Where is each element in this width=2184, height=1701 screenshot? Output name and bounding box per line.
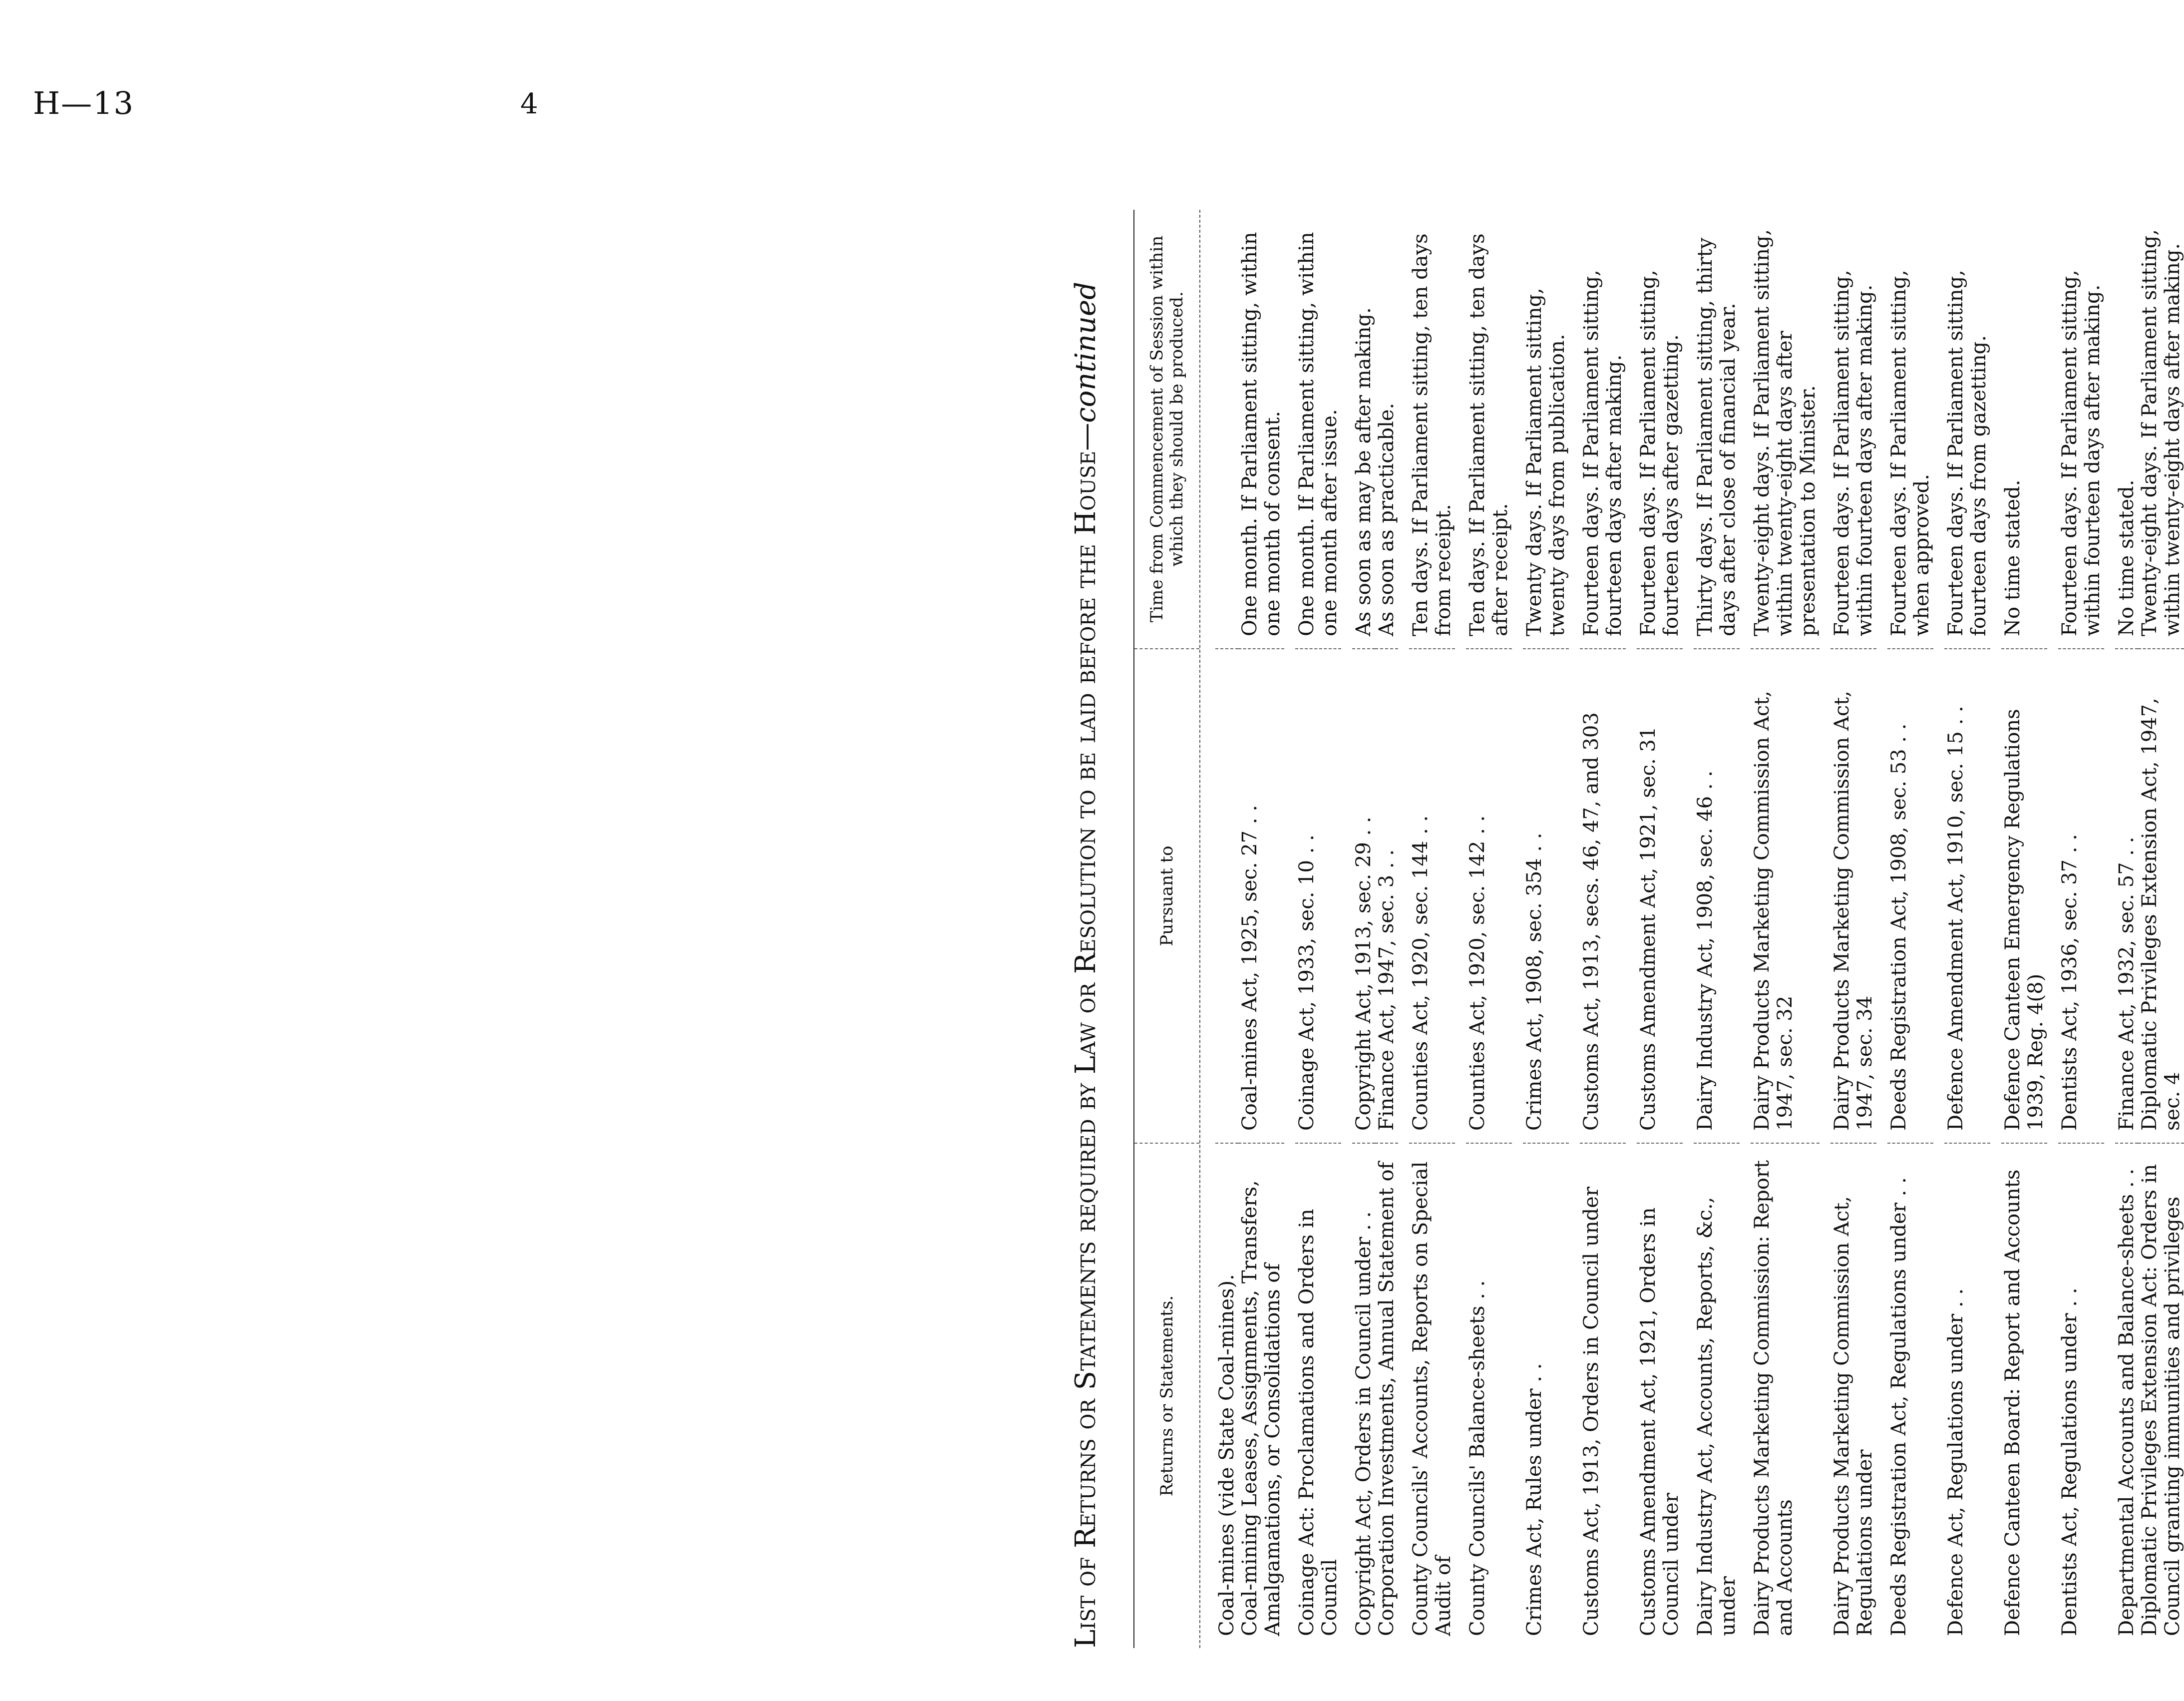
page-code: H—13 xyxy=(33,85,134,121)
cell-returns: Defence Act, Regulations under . . xyxy=(1944,1288,1967,1636)
cell-pursuant: Customs Amendment Act, 1921, sec. 31 xyxy=(1637,649,1683,1144)
table-row xyxy=(1887,210,1933,1648)
cell-time: No time stated. xyxy=(2001,210,2047,649)
cell-time: Fourteen days. If Parliament sitting, within fourteen days after making. xyxy=(1830,210,1876,649)
page-number: 4 xyxy=(520,88,538,120)
cell-returns: Crimes Act, Rules under . . xyxy=(1523,1363,1546,1636)
table-row xyxy=(1295,210,1341,1648)
header-returns: Returns or Statements. xyxy=(1157,1295,1177,1497)
cell-returns: Coinage Act: Proclamations and Orders in Council xyxy=(1295,1209,1341,1636)
cell-time: Ten days. If Parliament sitting, ten days from receipt. xyxy=(1409,210,1455,649)
table-row xyxy=(1751,210,1820,1648)
cell-returns: County Councils' Balance-sheets . . xyxy=(1466,1280,1489,1636)
table-row xyxy=(1637,210,1683,1648)
returns-table xyxy=(1133,210,2184,1648)
cell-returns: County Councils' Accounts, Reports on Special Audit of xyxy=(1409,1161,1455,1636)
table-title-main: List of Returns or Statements required by Law or Resolution to be laid before the House— xyxy=(1070,423,1102,1648)
cell-returns: Coal-mining Leases, Assignments, Transfers, Amalgamations, or Consolidations of xyxy=(1238,1180,1284,1636)
cell-time: Thirty days. If Parliament sitting, thirty days after close of financial year. xyxy=(1694,210,1740,649)
cell-returns: Dairy Industry Act, Accounts, Reports, &c., under xyxy=(1694,1197,1740,1636)
header-pursuant: Pursuant to xyxy=(1134,649,1199,1144)
cell-pursuant: Coal-mines Act, 1925, sec. 27 . . xyxy=(1238,649,1284,1144)
cell-pursuant: Finance Act, 1932, sec. 57 . . xyxy=(2115,649,2138,1144)
cell-time: No time stated. xyxy=(2115,210,2138,649)
cell-time: Twenty days. If Parliament sitting, twenty days from publication. xyxy=(1523,210,1569,649)
table-row xyxy=(1580,210,1626,1648)
cell-time: Ten days. If Parliament sitting, ten days after receipt. xyxy=(1466,210,1512,649)
table-row xyxy=(1375,210,1398,1648)
table-row xyxy=(1215,210,1238,1648)
cell-pursuant: Dairy Industry Act, 1908, sec. 46 . . xyxy=(1694,649,1740,1144)
cell-returns: Deeds Registration Act, Regulations under . . xyxy=(1887,1177,1910,1636)
cell-returns: Dentists Act, Regulations under . . xyxy=(2058,1287,2081,1636)
cell-returns: Departmental Accounts and Balance-sheets . . xyxy=(2115,1168,2138,1636)
cell-returns: Corporation Investments, Annual Statement of xyxy=(1375,1162,1398,1636)
table-row xyxy=(1523,210,1569,1648)
cell-time: As soon as practicable. xyxy=(1375,210,1398,649)
table-row xyxy=(1409,210,1455,1648)
cell-pursuant: Counties Act, 1920, sec. 144 . . xyxy=(1409,649,1455,1144)
cell-time: One month. If Parliament sitting, within one month after issue. xyxy=(1295,210,1341,649)
cell-pursuant: Copyright Act, 1913, sec. 29 . . xyxy=(1352,649,1375,1144)
table-row xyxy=(1466,210,1512,1648)
cell-pursuant: Defence Canteen Emergency Regulations 1939, Reg. 4(8) xyxy=(2001,649,2047,1144)
table-row xyxy=(1694,210,1740,1648)
cell-time: Fourteen days. If Parliament sitting, within fourteen days after making. xyxy=(2058,210,2104,649)
cell-pursuant: Deeds Registration Act, 1908, sec. 53 . . xyxy=(1887,649,1933,1144)
cell-returns: Customs Act, 1913, Orders in Council under xyxy=(1580,1187,1603,1636)
cell-returns: Defence Canteen Board: Report and Accounts xyxy=(2001,1169,2024,1636)
cell-time: Twenty-eight days. If Parliament sitting, within twenty-eight days after presentation to Minister. xyxy=(1751,210,1820,649)
cell-time xyxy=(1215,210,1238,649)
table-title xyxy=(1064,210,1108,1648)
table-row xyxy=(2058,210,2104,1648)
table-row xyxy=(2001,210,2047,1648)
cell-time: Twenty-eight days. If Parliament sitting, within twenty-eight days after making. xyxy=(2138,210,2184,649)
table-title-continued: continued xyxy=(1070,282,1102,423)
header-time: Time from Commencement of Session within which they should be produced. xyxy=(1134,210,1199,649)
cell-pursuant: Customs Act, 1913, secs. 46, 47, and 303 xyxy=(1580,649,1626,1144)
cell-returns: Coal-mines (vide State Coal-mines). xyxy=(1215,1274,1238,1636)
cell-pursuant: Diplomatic Privileges Extension Act, 1947, sec. 4 xyxy=(2138,649,2184,1144)
cell-pursuant: Dairy Products Marketing Commission Act, 1947, sec. 32 xyxy=(1751,649,1820,1144)
cell-pursuant: Crimes Act, 1908, sec. 354 . . xyxy=(1523,649,1569,1144)
table-row xyxy=(2138,210,2184,1648)
table-row xyxy=(1944,210,1990,1648)
cell-pursuant xyxy=(1215,649,1238,1144)
cell-time: Fourteen days. If Parliament sitting, when approved. xyxy=(1887,210,1933,649)
table-body xyxy=(1215,210,2184,1648)
table-row xyxy=(1352,210,1375,1648)
cell-pursuant: Dentists Act, 1936, sec. 37 . . xyxy=(2058,649,2104,1144)
table-row xyxy=(1238,210,1284,1648)
cell-returns: Diplomatic Privileges Extension Act: Orders in Council granting immunities and privileges xyxy=(2138,1164,2184,1636)
cell-time: Fourteen days. If Parliament sitting, fourteen days from gazetting. xyxy=(1944,210,1990,649)
cell-pursuant: Coinage Act, 1933, sec. 10 . . xyxy=(1295,649,1341,1144)
rotated-table-container xyxy=(1064,210,2184,1648)
cell-pursuant: Finance Act, 1947, sec. 3 . . xyxy=(1375,649,1398,1144)
cell-time: One month. If Parliament sitting, within one month of consent. xyxy=(1238,210,1284,649)
cell-returns: Copyright Act, Orders in Council under . . xyxy=(1352,1211,1375,1636)
cell-time: Fourteen days. If Parliament sitting, fourteen days after gazetting. xyxy=(1637,210,1683,649)
cell-returns: Dairy Products Marketing Commission: Report and Accounts xyxy=(1751,1160,1797,1636)
table-row xyxy=(2115,210,2138,1648)
cell-time: As soon as may be after making. xyxy=(1352,210,1375,649)
cell-returns: Dairy Products Marketing Commission Act, Regulations under xyxy=(1830,1196,1876,1636)
cell-pursuant: Dairy Products Marketing Commission Act, 1947, sec. 34 xyxy=(1830,649,1876,1144)
cell-time: Fourteen days. If Parliament sitting, fourteen days after making. xyxy=(1580,210,1626,649)
table-header-row xyxy=(1133,210,1200,1648)
cell-pursuant: Defence Amendment Act, 1910, sec. 15 . . xyxy=(1944,649,1990,1144)
cell-returns: Customs Amendment Act, 1921, Orders in Council under xyxy=(1637,1207,1683,1636)
cell-pursuant: Counties Act, 1920, sec. 142 . . xyxy=(1466,649,1512,1144)
table-row xyxy=(1830,210,1876,1648)
